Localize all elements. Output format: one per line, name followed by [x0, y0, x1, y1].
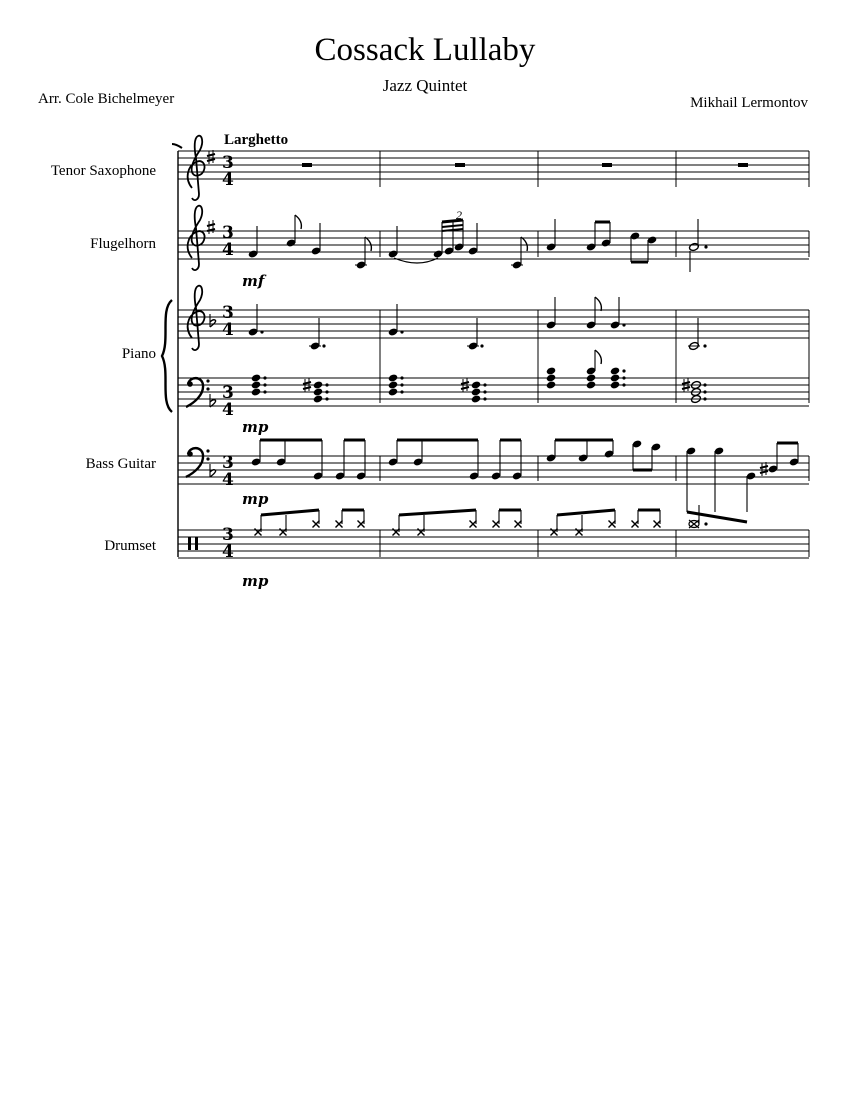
svg-text:4: 4 — [222, 170, 234, 190]
bass-clef-icon — [186, 378, 210, 407]
staff-lines — [178, 151, 809, 558]
treble-clef-icon — [188, 286, 205, 350]
svg-text:4: 4 — [222, 400, 234, 420]
svg-text:3: 3 — [222, 525, 234, 545]
dynamic-piano: mp — [242, 418, 269, 436]
svg-text:4: 4 — [222, 470, 234, 490]
svg-text:3: 3 — [222, 223, 234, 243]
key-flat-icon — [210, 394, 216, 407]
svg-text:3: 3 — [222, 303, 234, 323]
score-subtitle: Jazz Quintet — [382, 76, 468, 95]
svg-text:3: 3 — [222, 153, 234, 173]
piano-brace — [162, 300, 172, 412]
svg-text:4: 4 — [222, 320, 234, 340]
composer-credit: Mikhail Lermontov — [690, 95, 808, 111]
tempo-marking: Larghetto — [224, 132, 289, 148]
svg-text:4: 4 — [222, 542, 234, 562]
bass-guitar-notes — [251, 439, 799, 522]
instrument-label-piano: Piano — [121, 346, 156, 362]
dynamic-flugelhorn: mf — [242, 272, 265, 290]
key-sharp-icon — [207, 150, 215, 164]
instrument-label-tenor-sax: Tenor Saxophone — [50, 163, 156, 179]
svg-text:3: 3 — [222, 383, 234, 403]
svg-text:3: 3 — [222, 453, 234, 473]
instrument-label-drumset: Drumset — [104, 538, 156, 554]
instrument-label-bass-guitar: Bass Guitar — [85, 456, 156, 472]
time-signature — [222, 153, 234, 562]
percussion-clef-icon — [188, 537, 198, 550]
svg-text:4: 4 — [222, 240, 234, 260]
crash-cymbal-note — [689, 505, 708, 528]
drumset-notes — [255, 505, 708, 536]
dynamic-bass-guitar: mp — [242, 490, 269, 508]
key-flat-icon — [210, 464, 216, 477]
treble-clef-icon — [188, 136, 205, 200]
piano-bass-chords — [251, 350, 707, 404]
flugelhorn-notes — [248, 208, 708, 272]
tuplet-number: 2 — [456, 208, 462, 222]
score-title: Cossack Lullaby — [314, 32, 536, 68]
arranger-credit: Arr. Cole Bichelmeyer — [38, 91, 175, 107]
key-sharp-icon — [207, 220, 215, 234]
instrument-label-flugelhorn: Flugelhorn — [90, 236, 156, 252]
dynamic-drumset: mp — [242, 572, 269, 590]
key-flat-icon — [210, 314, 216, 327]
